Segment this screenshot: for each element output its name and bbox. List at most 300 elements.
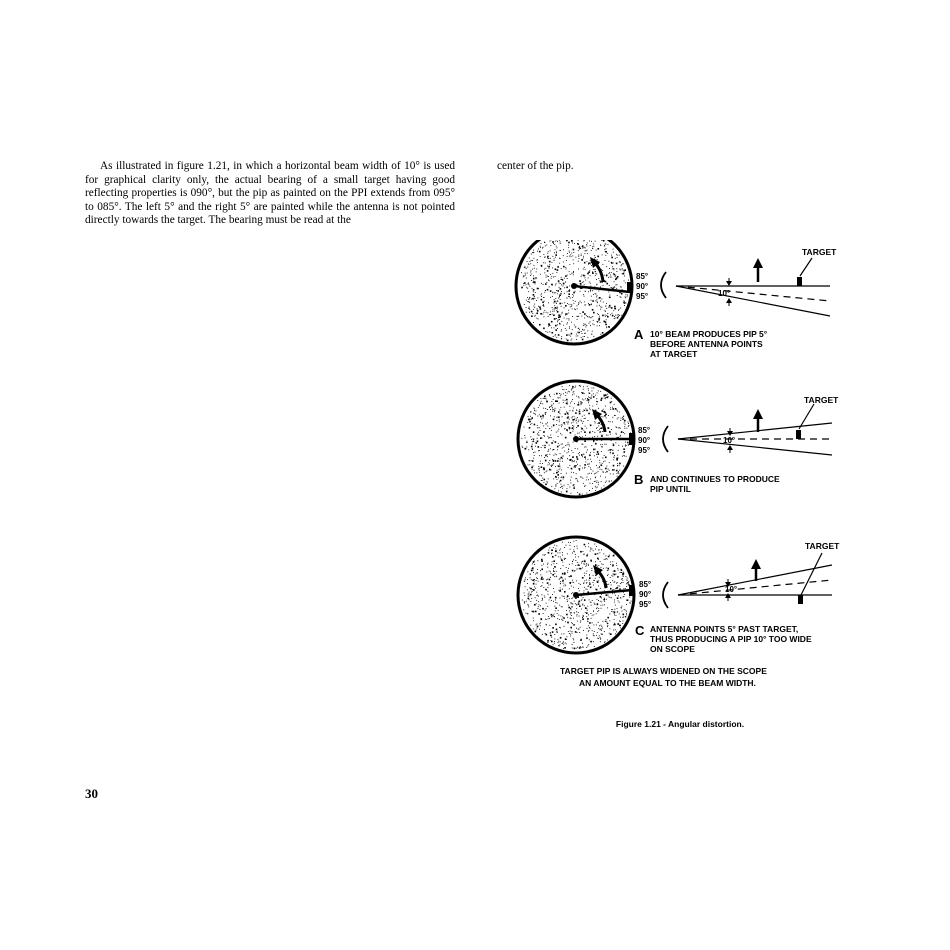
speckle-dot: [563, 596, 564, 597]
speckle-dot: [568, 416, 569, 417]
speckle-dot: [565, 328, 566, 329]
speckle-dot: [553, 568, 554, 569]
speckle-dot: [572, 308, 573, 309]
speckle-dot: [539, 472, 540, 473]
speckle-dot: [573, 587, 574, 588]
speckle-dot: [578, 332, 580, 334]
speckle-dot: [623, 302, 624, 303]
speckle-dot: [602, 410, 604, 412]
speckle-dot: [554, 573, 555, 574]
speckle-dot: [532, 589, 533, 590]
speckle-dot: [559, 324, 560, 325]
speckle-dot: [567, 314, 568, 315]
speckle-dot: [588, 396, 589, 397]
speckle-dot: [572, 329, 573, 330]
speckle-dot: [589, 599, 590, 600]
speckle-dot: [554, 301, 556, 303]
speckle-dot: [621, 608, 622, 609]
speckle-dot: [538, 613, 540, 615]
speckle-dot: [578, 261, 579, 262]
speckle-dot: [595, 269, 596, 270]
speckle-dot: [624, 305, 625, 306]
speckle-dot: [553, 441, 554, 442]
speckle-dot: [609, 305, 611, 307]
speckle-dot: [581, 337, 582, 338]
speckle-dot: [560, 283, 561, 284]
speckle-dot: [571, 389, 572, 390]
speckle-dot: [580, 291, 581, 292]
speckle-dot: [550, 632, 551, 633]
speckle-dot: [593, 641, 594, 642]
speckle-dot: [598, 248, 600, 250]
speckle-dot: [574, 484, 575, 485]
speckle-dot: [592, 246, 593, 247]
speckle-dot: [533, 250, 534, 251]
speckle-dot: [562, 643, 563, 644]
speckle-dot: [533, 289, 535, 291]
speckle-dot: [593, 585, 594, 586]
speckle-dot: [550, 415, 551, 416]
speckle-dot: [616, 434, 617, 435]
speckle-dot: [540, 609, 541, 610]
speckle-dot: [607, 640, 608, 641]
speckle-dot: [561, 338, 562, 339]
speckle-dot: [565, 395, 566, 396]
speckle-dot: [615, 318, 616, 319]
speckle-dot: [542, 415, 544, 417]
speckle-dot: [604, 631, 605, 632]
speckle-dot: [584, 580, 585, 581]
speckle-dot: [606, 248, 607, 249]
speckle-dot: [567, 291, 568, 292]
speckle-dot: [592, 615, 593, 616]
speckle-dot: [608, 261, 609, 262]
speckle-dot: [555, 285, 556, 286]
speckle-dot: [526, 307, 527, 308]
speckle-dot: [566, 567, 567, 568]
speckle-dot: [549, 469, 550, 470]
speckle-dot: [572, 603, 573, 604]
speckle-dot: [564, 633, 565, 634]
speckle-dot: [552, 407, 553, 408]
speckle-dot: [609, 297, 611, 299]
speckle-dot: [556, 290, 557, 291]
speckle-dot: [587, 608, 588, 609]
speckle-dot: [557, 328, 558, 329]
speckle-dot: [617, 582, 618, 583]
speckle-dot: [559, 316, 561, 318]
speckle-dot: [579, 470, 580, 471]
speckle-dot: [561, 477, 562, 478]
speckle-dot: [581, 431, 582, 432]
speckle-dot: [595, 257, 596, 258]
speckle-dot: [536, 624, 537, 625]
speckle-dot: [575, 301, 576, 302]
speckle-dot: [526, 601, 527, 602]
speckle-dot: [563, 585, 564, 586]
speckle-dot: [619, 588, 621, 590]
speckle-dot: [544, 269, 545, 270]
speckle-dot: [530, 588, 532, 590]
speckle-dot: [601, 240, 603, 241]
speckle-dot: [565, 282, 566, 283]
speckle-dot: [533, 628, 534, 629]
speckle-dot: [578, 255, 579, 256]
speckle-dot: [566, 399, 568, 401]
speckle-dot: [592, 622, 593, 623]
speckle-dot: [624, 270, 625, 271]
speckle-dot: [527, 441, 528, 442]
speckle-dot: [533, 589, 535, 591]
speckle-dot: [616, 433, 617, 434]
speckle-dot: [555, 555, 556, 556]
speckle-dot: [543, 564, 544, 565]
speckle-dot: [600, 637, 601, 638]
speckle-dot: [620, 617, 621, 618]
speckle-dot: [582, 246, 583, 247]
speckle-dot: [604, 598, 605, 599]
speckle-dot: [572, 648, 573, 649]
speckle-dot: [528, 299, 529, 300]
speckle-dot: [579, 494, 581, 496]
speckle-dot: [546, 312, 547, 313]
speckle-dot: [587, 554, 588, 555]
speckle-dot: [579, 632, 580, 633]
speckle-dot: [623, 455, 624, 456]
speckle-dot: [599, 635, 600, 636]
speckle-dot: [563, 286, 564, 287]
speckle-dot: [549, 428, 550, 429]
speckle-dot: [531, 460, 532, 461]
speckle-dot: [590, 641, 592, 643]
speckle-dot: [541, 293, 542, 294]
speckle-dot: [621, 293, 623, 295]
speckle-dot: [586, 327, 587, 328]
speckle-dot: [523, 609, 524, 610]
figure-caption: Figure 1.21 - Angular distortion.: [615, 719, 745, 729]
speckle-dot: [536, 595, 537, 596]
speckle-dot: [621, 264, 622, 265]
speckle-dot: [627, 295, 628, 296]
speckle-dot: [556, 563, 557, 564]
speckle-dot: [540, 247, 541, 248]
speckle-dot: [596, 613, 597, 614]
speckle-dot: [553, 614, 554, 615]
speckle-dot: [596, 635, 597, 636]
speckle-dot: [542, 302, 544, 304]
speckle-dot: [620, 572, 621, 573]
speckle-dot: [550, 448, 551, 449]
speckle-dot: [560, 587, 561, 588]
speckle-dot: [529, 427, 531, 429]
speckle-dot: [553, 616, 554, 617]
panel-letter-a: A: [634, 327, 644, 342]
speckle-dot: [584, 296, 585, 297]
speckle-dot: [617, 255, 618, 256]
speckle-dot: [540, 622, 541, 623]
speckle-dot: [611, 272, 612, 273]
speckle-dot: [548, 616, 549, 617]
speckle-dot: [573, 263, 574, 264]
speckle-dot: [564, 574, 565, 575]
speckle-dot: [628, 422, 629, 423]
speckle-dot: [617, 466, 618, 467]
speckle-dot: [619, 586, 620, 587]
speckle-dot: [567, 617, 568, 618]
speckle-dot: [575, 631, 577, 633]
speckle-dot: [531, 568, 532, 569]
speckle-dot: [587, 606, 588, 607]
speckle-dot: [595, 490, 596, 491]
speckle-dot: [628, 581, 629, 582]
speckle-dot: [559, 481, 560, 482]
speckle-dot: [577, 308, 578, 309]
speckle-dot: [577, 492, 578, 493]
speckle-dot: [563, 617, 565, 619]
speckle-dot: [579, 452, 580, 453]
speckle-dot: [545, 412, 546, 413]
bearing-95-c: 95°: [639, 600, 652, 609]
speckle-dot: [529, 258, 530, 259]
speckle-dot: [567, 572, 568, 573]
speckle-dot: [547, 456, 548, 457]
speckle-dot: [537, 569, 538, 570]
speckle-dot: [526, 287, 527, 288]
speckle-dot: [562, 456, 563, 457]
speckle-dot: [618, 472, 619, 473]
speckle-dot: [547, 422, 548, 423]
speckle-dot: [548, 478, 549, 479]
speckle-dot: [601, 630, 602, 631]
speckle-dot: [624, 433, 625, 434]
speckle-dot: [614, 287, 615, 288]
speckle-dot: [534, 298, 535, 299]
speckle-dot: [536, 603, 537, 604]
speckle-dot: [531, 411, 532, 412]
speckle-dot: [614, 613, 615, 614]
speckle-dot: [625, 445, 626, 446]
speckle-dot: [592, 309, 594, 311]
speckle-dot: [535, 278, 536, 279]
speckle-dot: [600, 476, 601, 477]
speckle-dot: [595, 423, 596, 424]
speckle-dot: [573, 273, 574, 274]
speckle-dot: [597, 566, 598, 567]
speckle-dot: [582, 577, 584, 579]
speckle-dot: [618, 428, 619, 429]
speckle-dot: [583, 597, 584, 598]
bearing-85-c: 85°: [639, 580, 652, 589]
speckle-dot: [590, 479, 591, 480]
speckle-dot: [547, 409, 548, 410]
speckle-dot: [525, 579, 526, 580]
speckle-dot: [541, 243, 542, 244]
speckle-dot: [572, 394, 573, 395]
speckle-dot: [611, 255, 612, 256]
speckle-dot: [572, 425, 573, 426]
speckle-dot: [560, 590, 561, 591]
speckle-dot: [546, 442, 548, 444]
speckle-dot: [557, 321, 558, 322]
speckle-dot: [541, 559, 543, 561]
speckle-dot: [595, 395, 596, 396]
speckle-dot: [540, 574, 541, 575]
speckle-dot: [600, 596, 602, 598]
speckle-dot: [568, 245, 569, 246]
speckle-dot: [577, 480, 578, 481]
speckle-dot: [547, 582, 549, 584]
speckle-dot: [601, 567, 602, 568]
speckle-dot: [568, 242, 570, 244]
speckle-dot: [564, 389, 565, 390]
speckle-dot: [623, 263, 624, 264]
speckle-dot: [582, 329, 583, 330]
speckle-dot: [597, 436, 598, 437]
speckle-dot: [610, 633, 612, 635]
speckle-dot: [604, 398, 605, 399]
speckle-dot: [557, 483, 558, 484]
speckle-dot: [555, 325, 557, 327]
speckle-dot: [623, 418, 624, 419]
speckle-dot: [598, 484, 599, 485]
speckle-dot: [572, 461, 573, 462]
speckle-dot: [567, 570, 568, 571]
speckle-dot: [617, 257, 618, 258]
speckle-dot: [609, 481, 610, 482]
speckle-dot: [604, 559, 605, 560]
speckle-dot: [547, 454, 548, 455]
speckle-dot: [627, 296, 628, 297]
body-paragraph-left: As illustrated in figure 1.21, in which a horizontal beam width of 10° is used for graphical clarity only, the actual bearing of a small target having good reflecting properties is 090°, but the pip as painted on the PPI extends from 095° to 085°. The left 5° and the right 5° are painted while the antenna is not pointed directly towards the target. The bearing must be read at the: [85, 160, 455, 226]
speckle-dot: [572, 399, 573, 400]
speckle-dot: [589, 270, 590, 271]
speckle-dot: [529, 588, 530, 589]
speckle-dot: [598, 319, 600, 321]
speckle-dot: [573, 391, 574, 392]
speckle-dot: [548, 462, 549, 463]
speckle-dot: [542, 463, 543, 464]
speckle-dot: [611, 597, 612, 598]
speckle-dot: [539, 324, 541, 326]
speckle-dot: [551, 442, 553, 444]
speckle-dot: [571, 273, 572, 274]
speckle-dot: [558, 443, 559, 444]
speckle-dot: [536, 300, 537, 301]
speckle-dot: [539, 455, 540, 456]
speckle-dot: [599, 316, 600, 317]
speckle-dot: [571, 468, 573, 470]
speckle-dot: [564, 287, 565, 288]
speckle-dot: [541, 299, 543, 301]
speckle-dot: [574, 571, 575, 572]
speckle-dot: [592, 272, 594, 274]
speckle-dot: [576, 418, 577, 419]
speckle-dot: [592, 483, 593, 484]
speckle-dot: [581, 276, 582, 277]
speckle-dot: [603, 472, 604, 473]
speckle-dot: [605, 394, 607, 396]
speckle-dot: [564, 485, 565, 486]
speckle-dot: [529, 595, 530, 596]
speckle-dot: [560, 397, 561, 398]
speckle-dot: [591, 469, 592, 470]
speckle-dot: [583, 430, 584, 431]
speckle-dot: [561, 293, 562, 294]
speckle-dot: [559, 627, 560, 628]
speckle-dot: [571, 598, 572, 599]
speckle-dot: [530, 263, 531, 264]
speckle-dot: [611, 257, 613, 259]
speckle-dot: [578, 588, 579, 589]
speckle-dot: [627, 428, 628, 429]
speckle-dot: [560, 583, 561, 584]
speckle-dot: [564, 572, 566, 574]
speckle-dot: [588, 543, 589, 544]
speckle-dot: [567, 278, 568, 279]
speckle-dot: [539, 427, 540, 428]
speckle-dot: [612, 453, 614, 455]
speckle-dot: [573, 638, 574, 639]
speckle-dot: [555, 548, 556, 549]
speckle-dot: [610, 597, 611, 598]
speckle-dot: [601, 464, 603, 466]
speckle-dot: [530, 412, 531, 413]
speckle-dot: [607, 625, 608, 626]
speckle-dot: [587, 464, 588, 465]
speckle-dot: [556, 318, 557, 319]
speckle-dot: [597, 599, 598, 600]
speckle-dot: [596, 401, 597, 402]
speckle-dot: [555, 254, 557, 256]
speckle-dot: [526, 312, 527, 313]
speckle-dot: [557, 269, 559, 271]
speckle-dot: [609, 449, 611, 451]
speckle-dot: [542, 599, 543, 600]
speckle-dot: [586, 480, 587, 481]
speckle-dot: [527, 288, 528, 289]
speckle-dot: [561, 486, 562, 487]
speckle-dot: [541, 476, 542, 477]
speckle-dot: [583, 615, 584, 616]
speckle-dot: [566, 240, 568, 241]
speckle-dot: [610, 588, 612, 590]
speckle-dot: [531, 446, 533, 448]
speckle-dot: [540, 274, 541, 275]
speckle-dot: [624, 594, 625, 595]
speckle-dot: [534, 316, 535, 317]
speckle-dot: [599, 577, 600, 578]
speckle-dot: [578, 556, 579, 557]
speckle-dot: [601, 633, 602, 634]
speckle-dot: [594, 481, 595, 482]
speckle-dot: [596, 608, 597, 609]
panel-c: [518, 537, 840, 654]
speckle-dot: [572, 316, 573, 317]
speckle-dot: [605, 482, 606, 483]
caption-c-line-1: ANTENNA POINTS 5° PAST TARGET,: [650, 624, 799, 634]
speckle-dot: [537, 626, 539, 628]
speckle-dot: [624, 302, 626, 304]
speckle-dot: [598, 482, 599, 483]
speckle-dot: [595, 444, 596, 445]
speckle-dot: [585, 305, 586, 306]
speckle-dot: [557, 324, 558, 325]
speckle-dot: [592, 391, 593, 392]
speckle-dot: [583, 281, 584, 282]
speckle-dot: [544, 297, 545, 298]
speckle-dot: [600, 334, 601, 335]
speckle-dot: [558, 431, 559, 432]
